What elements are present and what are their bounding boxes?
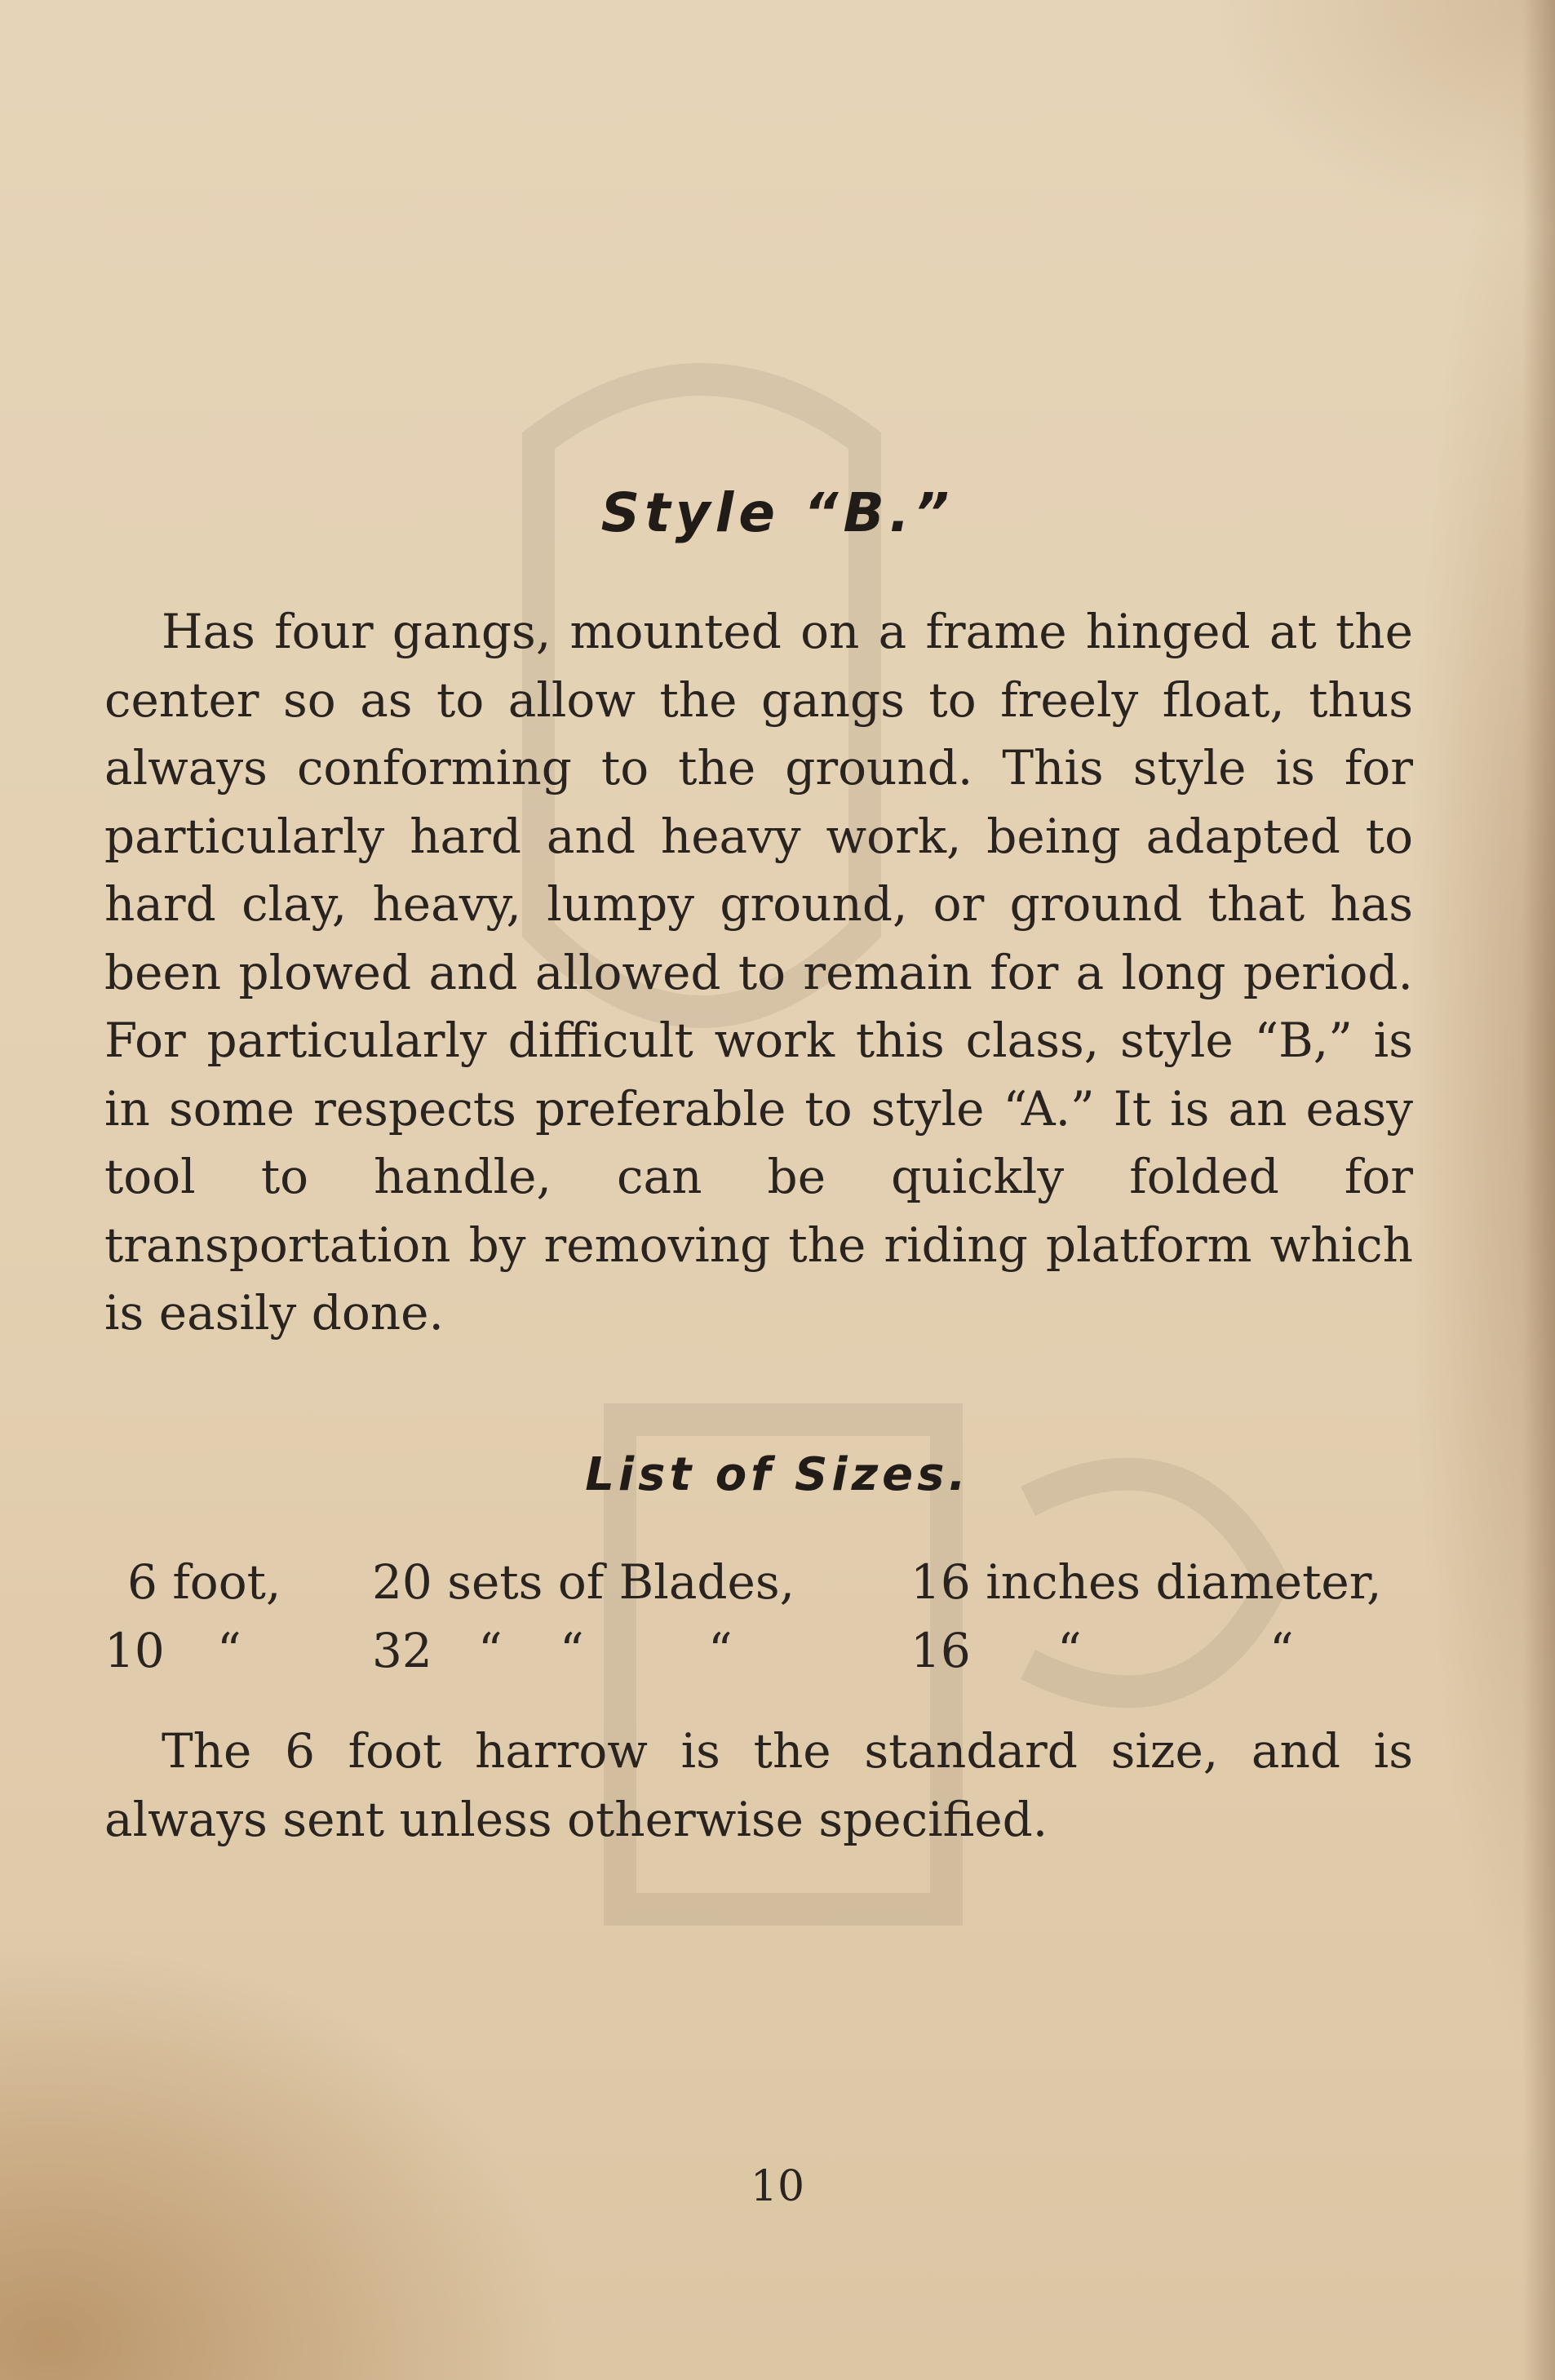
standard-size-paragraph: [104, 1717, 1413, 1854]
diameter-cell: 16: [910, 1623, 971, 1678]
ditto-mark: “: [478, 1623, 503, 1678]
ditto-mark: “: [217, 1623, 241, 1678]
blades-cell: 32: [372, 1623, 432, 1678]
size-cell: 6 foot,: [127, 1554, 281, 1610]
description-paragraph: [104, 598, 1413, 1348]
diameter-cell: 16 inches diameter,: [910, 1554, 1382, 1610]
section-title: Style “B.”: [600, 481, 955, 544]
ditto-mark: “: [560, 1623, 584, 1678]
standard-size-text: The 6 foot harrow is the standard size, and is always sent unless otherwise specified.: [104, 1723, 1413, 1847]
blades-cell: 20 sets of Blades,: [372, 1554, 795, 1610]
size-row: [104, 1554, 1413, 1623]
description-text: Has four gangs, mounted on a frame hinged at the center so as to allow the gangs to freely float, thus always conforming to the ground. This style is for particularly hard and heavy work, being adapted to hard clay, heavy, lumpy ground, or ground that has been plowed and allowed to remain for a long period. For particularly difficult work this class, style “B,” is in some respects preferable to style “A.” It is an easy tool to handle, can be quickly folded for transportation by removing the riding platform which is easily done.: [104, 604, 1413, 1341]
sizes-heading: List of Sizes.: [585, 1448, 970, 1501]
ditto-mark: “: [1057, 1623, 1082, 1678]
ditto-mark: “: [708, 1623, 733, 1678]
size-cell: 10: [104, 1623, 165, 1678]
page-number: 10: [750, 2162, 805, 2211]
ditto-mark: “: [1269, 1623, 1294, 1678]
page-edge-shadow: [1522, 0, 1555, 2380]
size-row: [104, 1623, 1413, 1691]
sizes-table: [104, 1554, 1413, 1691]
